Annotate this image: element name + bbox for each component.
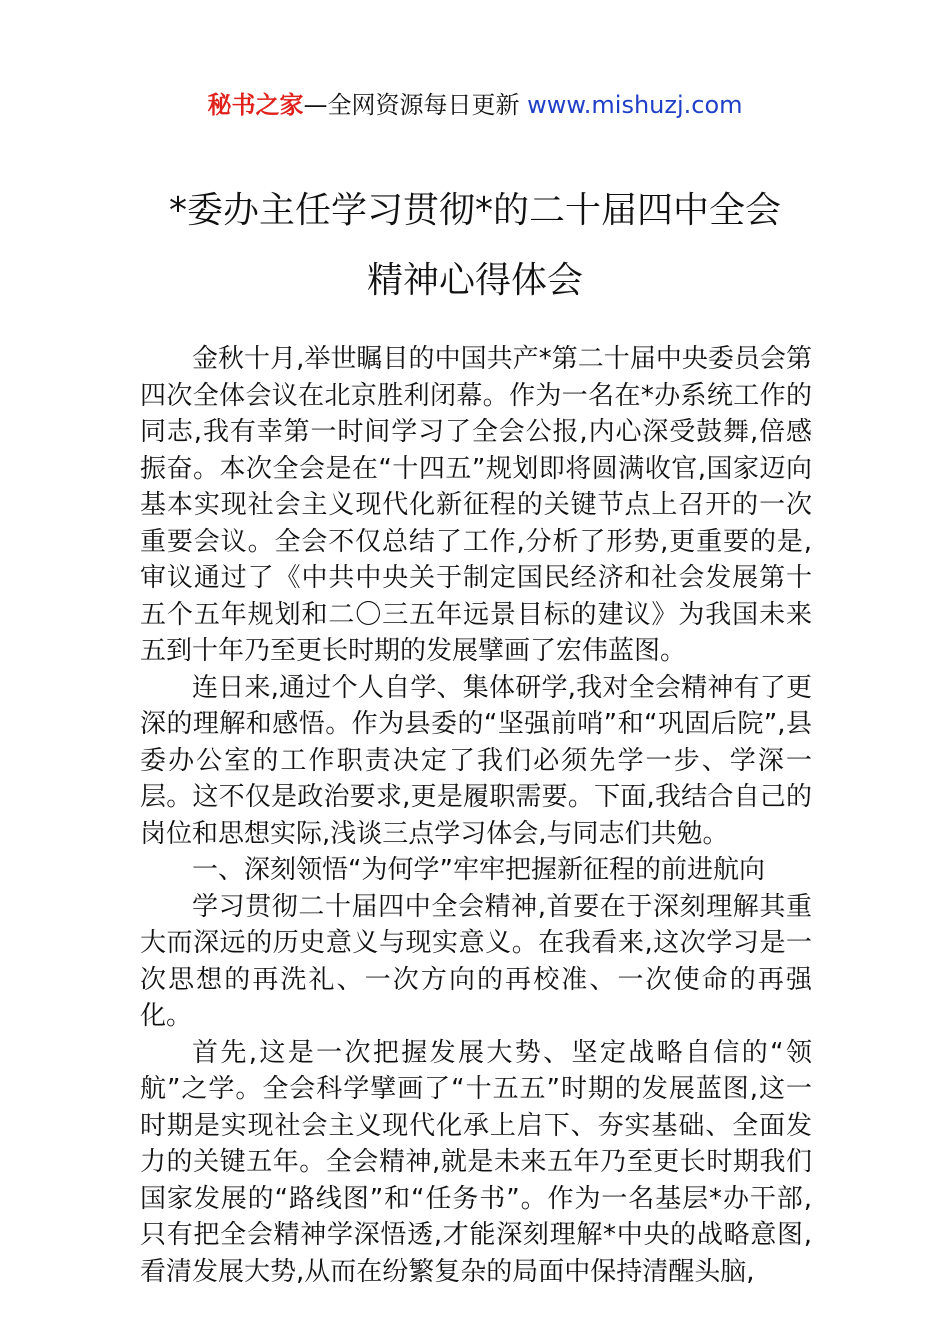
document-title-line-2: 精神心得体会 [366, 260, 583, 301]
document-title-line-1: *委办主任学习贯彻*的二十届四中全会 [168, 190, 781, 231]
section-heading-1: 一、深刻领悟“为何学”牢牢把握新征程的前进航向 [192, 855, 765, 885]
paragraph-first-point: 首先,这是一次把握发展大势、坚定战略自信的“领航”之学。全会科学擘画了“十五五”时期的发展蓝图,这一时期是实现社会主义现代化承上启下、夯实基础、全面发力的关键五年。全会精神,就是未来五年乃至更长时期我们国家发展的“路线图”和“任务书”。作为一名基层*办干部,只有把全会精神学深悟透,才能深刻理解*中央的战略意图,看清发展大势,从而在纷繁复杂的局面中保持清醒头脑, [140, 1037, 812, 1287]
paragraph-intro: 金秋十月,举世瞩目的中国共产*第二十届中央委员会第四次全体会议在北京胜利闭幕。作为一名在*办系统工作的同志,我有幸第一时间学习了全会公报,内心深受鼓舞,倍感振奋。本次全会是在“十四五”规划即将圆满收官,国家迈向基本实现社会主义现代化新征程的关键节点上召开的一次重要会议。全会不仅总结了工作,分析了形势,更重要的是,审议通过了《中共中央关于制定国民经济和社会发展第十五个五年规划和二〇三五年远景目标的建议》为我国未来五到十年乃至更长时期的发展擘画了宏伟蓝图。 [140, 344, 812, 666]
paragraph-study: 连日来,通过个人自学、集体研学,我对全会精神有了更深的理解和感悟。作为县委的“坚强前哨”和“巩固后院”,县委办公室的工作职责决定了我们必须先学一步、学深一层。这不仅是政治要求,更是履职需要。下面,我结合自己的岗位和思想实际,浅谈三点学习体会,与同志们共勉。 [140, 672, 812, 849]
site-tagline: —全网资源每日更新 [303, 91, 520, 119]
site-url-link[interactable]: www.mishuzj.com [527, 91, 743, 119]
paragraph-significance: 学习贯彻二十届四中全会精神,首要在于深刻理解其重大而深远的历史意义与现实意义。在我看来,这次学习是一次思想的再洗礼、一次方向的再校准、一次使命的再强化。 [140, 891, 812, 1031]
document-body [140, 341, 812, 1290]
site-brand: 秘书之家 [207, 91, 304, 119]
site-header [0, 88, 950, 122]
